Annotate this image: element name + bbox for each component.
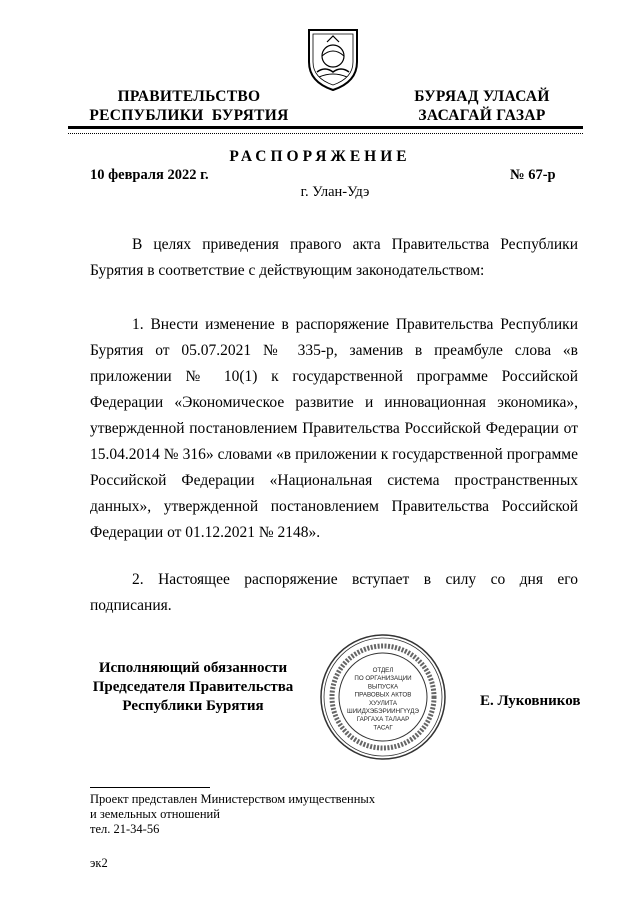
stamp-text-line: ТАСАГ — [373, 724, 393, 732]
header-left-line1: ПРАВИТЕЛЬСТВО — [117, 88, 261, 105]
official-stamp-icon — [318, 632, 448, 762]
coat-of-arms-icon — [303, 24, 363, 94]
footnote-phone: тел. 21-34-56 — [90, 822, 160, 836]
footnote-line-1: Проект представлен Министерством имущественных — [90, 792, 376, 806]
header-right-line2: ЗАСАГАЙ ГАЗАР — [418, 107, 546, 124]
signatory-position — [88, 659, 298, 716]
government-name-buryat — [402, 87, 562, 125]
body-item-1: 1. Внести изменение в распоряжение Правительства Республики Бурятия от 05.07.2021 № 335-р, заменив в преамбуле слова «в приложении № 10(1) к государственной программе Российской Федерации «Экономическое развитие и инновационная экономика», утвержденной постановлением Правительства Российской Федерации от 15.04.2014 № 316» словами «в приложении к государственной программе Российской Федерации «Национальная система пространственных данных», утвержденной постановлением Правительства Российской Федерации от 01.12.2021 № 2148». — [90, 316, 578, 541]
stamp-text-line: ПРАВОВЫХ АКТОВ — [354, 691, 412, 699]
stamp-text-line: ВЫПУСКА — [367, 683, 399, 691]
footnote-divider — [90, 787, 210, 788]
footnote-line-2: и земельных отношений — [90, 807, 220, 821]
stamp-text-line: ОТДЕЛ — [372, 667, 394, 674]
document-code: эк2 — [90, 856, 108, 870]
government-name-russian — [84, 87, 294, 125]
body-intro: В целях приведения правого акта Правительства Республики Бурятия в соответствие с действующим законодательством: — [90, 236, 578, 279]
document-number: № 67-р — [510, 167, 556, 183]
footnote — [90, 792, 410, 837]
position-line-2: Председателя Правительства — [92, 679, 294, 695]
header-divider — [68, 126, 583, 129]
header-right-line1: БУРЯАД УЛАСАЙ — [414, 88, 550, 105]
document-title: РАСПОРЯЖЕНИЕ — [229, 148, 411, 165]
position-line-3: Республики Бурятия — [122, 698, 264, 714]
stamp-text-line: ШИИДХЭБЭРИИНГҮҮДЭ — [347, 708, 419, 715]
document-city: г. Улан-Удэ — [300, 184, 370, 200]
stamp-text-line: ХУУЛИТА — [369, 699, 397, 707]
body-item-2: 2. Настоящее распоряжение вступает в силу со дня его подписания. — [90, 571, 578, 614]
document-date: 10 февраля 2022 г. — [90, 167, 209, 183]
header-left-line2: РЕСПУБЛИКИ БУРЯТИЯ — [89, 107, 289, 124]
stamp-text-line: ПО ОРГАНИЗАЦИИ — [354, 675, 412, 683]
header-dotted-divider — [68, 133, 583, 134]
signatory-name: Е. Луковников — [480, 693, 581, 709]
position-line-1: Исполняющий обязанности — [98, 660, 288, 676]
stamp-text-line: ГАРГАХА ТАЛААР — [356, 716, 410, 724]
